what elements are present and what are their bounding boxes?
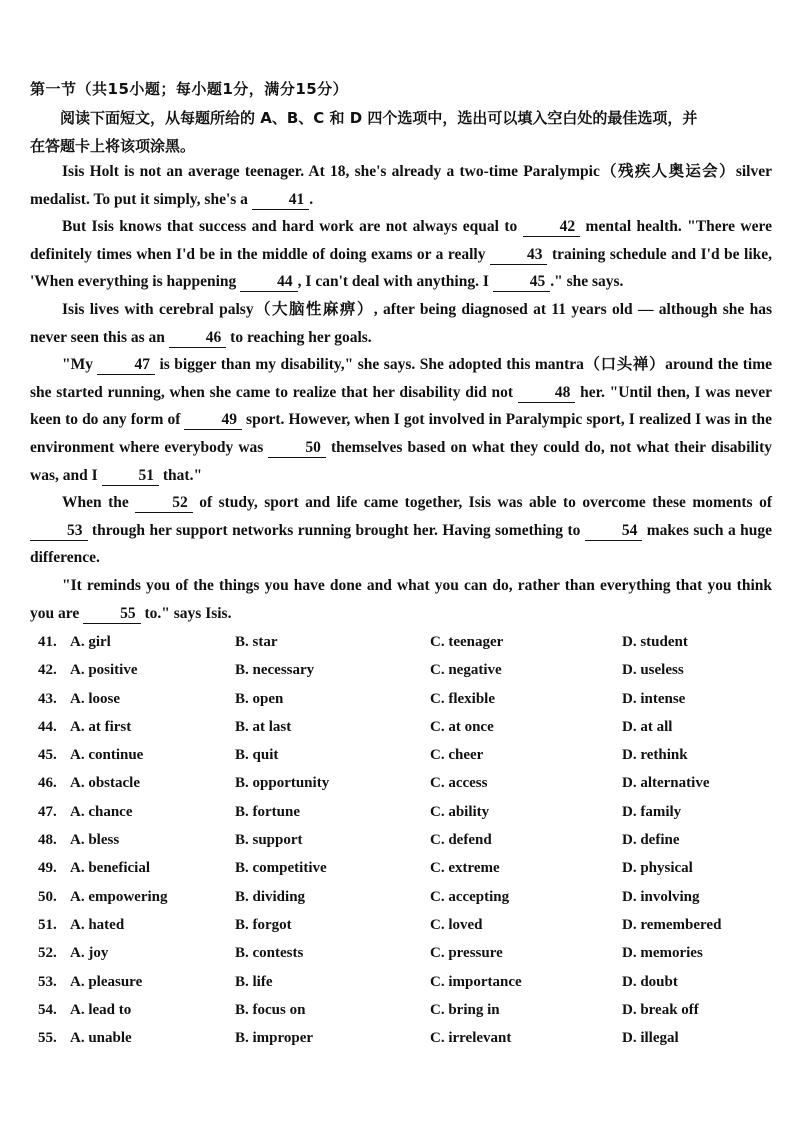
option-b: B. open	[235, 690, 284, 707]
question-row	[30, 856, 772, 884]
paragraph	[30, 489, 772, 572]
option-a: A. empowering	[70, 888, 168, 905]
question-row	[30, 771, 772, 799]
passage-text: themselves based on what they could do, not what their disability was, and I	[30, 438, 772, 484]
blank-41: 41	[252, 191, 310, 210]
option-d: D. remembered	[622, 916, 722, 933]
passage-text: of study, sport and life came together, Isis was able to overcome these moments of	[192, 494, 772, 512]
question-number: 52.	[38, 945, 57, 962]
option-a: A. loose	[70, 690, 120, 707]
paragraph	[30, 351, 772, 489]
question-row	[30, 743, 772, 771]
option-b: B. at last	[235, 718, 292, 735]
passage-text: But Isis knows that success and hard work are not always equal to	[62, 218, 523, 236]
blank-52: 52	[135, 494, 193, 513]
option-d: D. illegal	[622, 1030, 679, 1047]
question-row	[30, 658, 772, 686]
question-number: 49.	[38, 860, 57, 877]
option-a: A. chance	[70, 803, 133, 820]
option-c: C. flexible	[430, 690, 495, 707]
option-b: B. support	[235, 832, 303, 849]
passage-text: through her support networks running brought her. Having something to	[87, 521, 585, 539]
option-d: D. doubt	[622, 973, 678, 990]
option-d: D. student	[622, 634, 688, 650]
blank-48: 48	[518, 384, 576, 403]
paragraph	[30, 296, 772, 351]
paragraph	[30, 213, 772, 296]
instructions-line-2: 在答题卡上将该项涂黑。	[30, 137, 196, 155]
blank-50: 50	[268, 439, 326, 458]
option-d: D. memories	[622, 945, 703, 962]
option-b: B. competitive	[235, 860, 327, 877]
option-a: A. lead to	[70, 1001, 132, 1018]
option-d: D. involving	[622, 888, 700, 905]
option-c: C. cheer	[430, 747, 484, 764]
question-number: 44.	[38, 718, 57, 735]
passage-text: , I can't deal with anything. I	[297, 273, 493, 291]
question-row	[30, 630, 772, 658]
option-b: B. star	[235, 634, 278, 650]
passage-text: sport. However, when I got involved in Paralympic sport, I realized I was in the environment where everybody was	[30, 411, 772, 456]
paragraph	[30, 572, 772, 627]
option-c: C. ability	[430, 803, 490, 820]
option-b: B. dividing	[235, 888, 306, 905]
option-a: A. bless	[70, 832, 120, 849]
option-a: A. at first	[70, 718, 132, 735]
passage-text: mental health. "There were definitely times when I'd be in the middle of doing exams or a really	[30, 218, 772, 263]
blank-44: 44	[240, 273, 298, 292]
answer-options	[30, 630, 772, 1054]
passage-text: .	[309, 190, 314, 208]
passage-text: "My	[62, 356, 98, 374]
passage-text: to reaching her goals.	[226, 328, 372, 346]
option-d: D. useless	[622, 662, 684, 679]
blank-43: 43	[490, 246, 548, 265]
question-row	[30, 1026, 772, 1054]
option-d: D. define	[622, 832, 680, 849]
question-row	[30, 941, 772, 969]
option-c: C. accepting	[430, 888, 510, 905]
option-b: B. fortune	[235, 803, 300, 820]
option-b: B. necessary	[235, 662, 315, 679]
option-d: D. break off	[622, 1001, 699, 1018]
question-number: 50.	[38, 888, 57, 905]
option-a: A. positive	[70, 662, 138, 679]
blank-45: 45	[493, 273, 551, 292]
option-a: A. pleasure	[70, 973, 143, 990]
question-row	[30, 913, 772, 941]
section-header: 第一节（共15小题；每小题1分，满分15分）	[30, 80, 349, 98]
option-c: C. pressure	[430, 945, 503, 962]
question-row	[30, 885, 772, 913]
instructions	[30, 104, 772, 160]
blank-46: 46	[169, 329, 227, 348]
question-number: 55.	[38, 1030, 57, 1047]
blank-42: 42	[523, 218, 581, 237]
passage-text: "It reminds you of the things you have done and what you can do, rather than everything that you think you are	[30, 576, 772, 622]
blank-49: 49	[184, 411, 242, 430]
option-b: B. opportunity	[235, 775, 330, 792]
question-number: 48.	[38, 832, 57, 849]
passage-text: training schedule and I'd be like, 'When everything is happening	[30, 245, 773, 291]
option-d: D. at all	[622, 718, 673, 735]
question-number: 43.	[38, 690, 57, 707]
question-row	[30, 970, 772, 998]
option-b: B. forgot	[235, 916, 292, 933]
question-number: 42.	[38, 662, 57, 679]
question-number: 51.	[38, 916, 57, 933]
question-number: 54.	[38, 1001, 57, 1018]
blank-51: 51	[102, 467, 160, 486]
passage-text: ." she says.	[550, 273, 624, 291]
paragraph	[30, 158, 772, 213]
option-c: C. extreme	[430, 860, 500, 877]
option-c: C. irrelevant	[430, 1030, 512, 1047]
blank-54: 54	[585, 522, 643, 541]
option-c: C. defend	[430, 832, 492, 849]
option-c: C. bring in	[430, 1001, 500, 1018]
blank-47: 47	[97, 356, 155, 375]
question-number: 46.	[38, 775, 57, 792]
question-row	[30, 715, 772, 743]
option-c: C. at once	[430, 718, 494, 735]
option-d: D. rethink	[622, 747, 688, 764]
passage-text: to." says Isis.	[140, 604, 232, 622]
option-b: B. quit	[235, 747, 279, 764]
option-c: C. access	[430, 775, 488, 792]
passage-text: Isis lives with cerebral palsy（大脑性麻痹）, after being diagnosed at 11 years old — although she has never seen this as an	[30, 300, 772, 346]
question-number: 41.	[38, 634, 57, 650]
option-c: C. negative	[430, 662, 502, 679]
passage-text: makes such a huge difference.	[30, 521, 772, 567]
option-a: A. unable	[70, 1030, 132, 1047]
option-c: C. loved	[430, 916, 483, 933]
option-a: A. obstacle	[70, 775, 140, 792]
passage-text: When the	[62, 494, 136, 512]
passage-text: that."	[159, 466, 203, 484]
option-a: A. joy	[70, 945, 109, 962]
passage-text: Isis Holt is not an average teenager. At 18, she's already a two-time Paralympic（残疾人奥运会）silver medalist. To put it simply, she's a	[30, 163, 772, 208]
option-d: D. physical	[622, 860, 693, 877]
question-row	[30, 998, 772, 1026]
option-c: C. importance	[430, 973, 522, 990]
question-number: 45.	[38, 747, 57, 764]
question-row	[30, 828, 772, 856]
cloze-passage	[30, 158, 772, 627]
option-a: A. girl	[70, 634, 111, 650]
option-b: B. focus on	[235, 1001, 306, 1018]
option-b: B. improper	[235, 1030, 314, 1047]
option-b: B. contests	[235, 945, 304, 962]
instructions-line-1: 阅读下面短文，从每题所给的 A、B、C 和 D 四个选项中，选出可以填入空白处的最佳选项，并	[60, 109, 698, 127]
passage-text: is bigger than my disability," she says. She adopted this mantra（口头禅）around the time she started running, when she came to realize that her disability did not	[30, 356, 772, 401]
option-d: D. family	[622, 803, 682, 820]
option-c: C. teenager	[430, 634, 504, 650]
option-a: A. beneficial	[70, 860, 150, 877]
question-number: 53.	[38, 973, 57, 990]
blank-55: 55	[83, 605, 141, 624]
option-d: D. alternative	[622, 775, 710, 792]
option-a: A. continue	[70, 747, 144, 764]
question-number: 47.	[38, 803, 57, 820]
passage-text: her. "Until then, I was never keen to do any form of	[30, 383, 773, 429]
blank-53: 53	[30, 522, 88, 541]
option-b: B. life	[235, 973, 273, 990]
option-d: D. intense	[622, 690, 686, 707]
option-a: A. hated	[70, 916, 125, 933]
question-row	[30, 687, 772, 715]
question-row	[30, 800, 772, 828]
